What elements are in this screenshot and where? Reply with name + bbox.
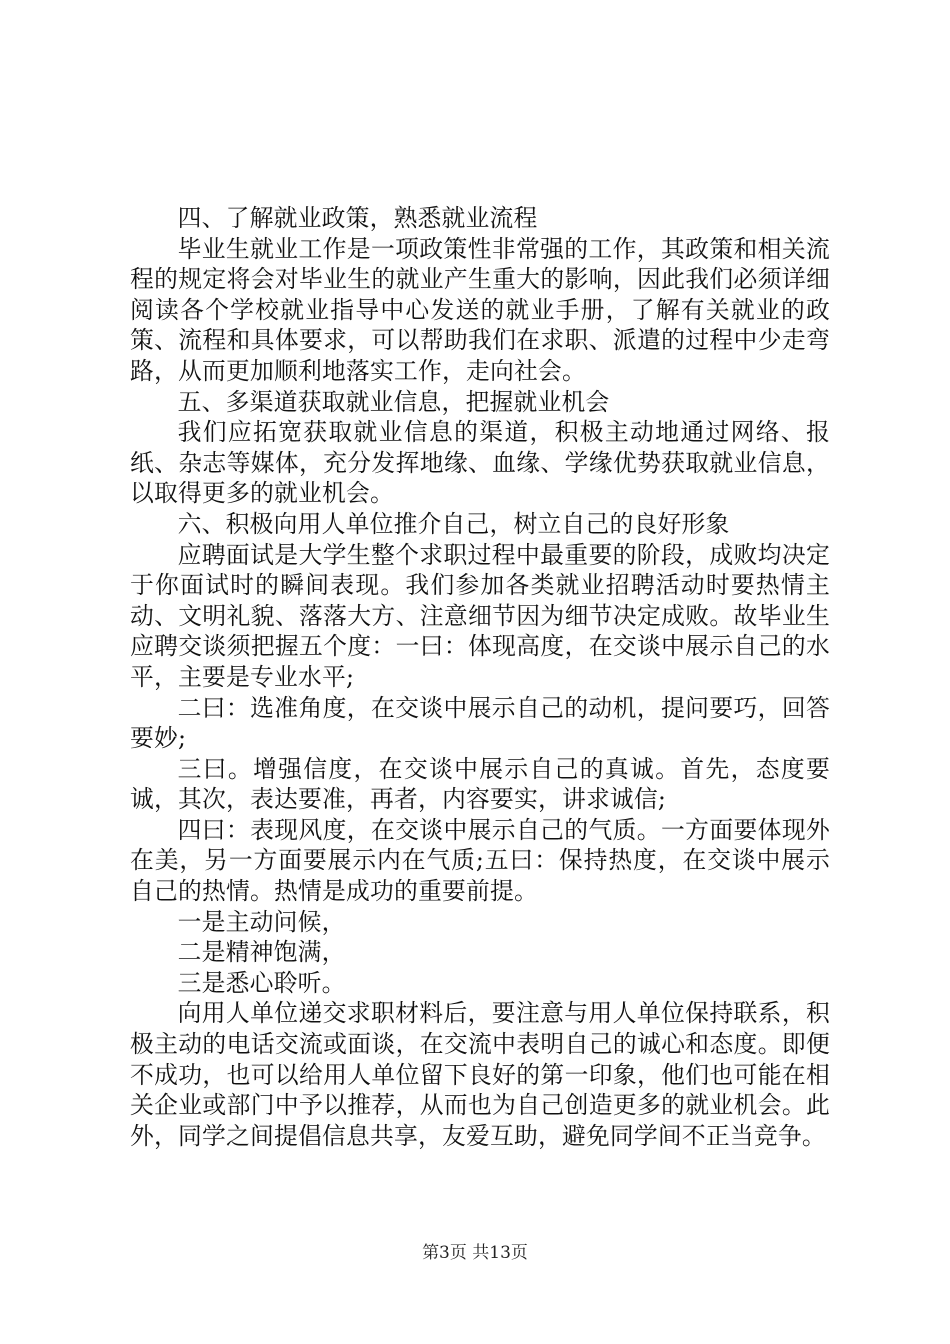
paragraph: 四曰：表现风度，在交谈中展示自己的气质。一方面要体现外在美，另一方面要展示内在气质;五曰：保持热度，在交谈中展示自己的热情。热情是成功的重要前提。 xyxy=(130,815,830,906)
list-item: 一是主动问候， xyxy=(177,907,346,936)
heading-section-4: 四、了解就业政策，熟悉就业流程 xyxy=(177,204,538,232)
paragraph: 应聘面试是大学生整个求职过程中最重要的阶段，成败均决定于你面试时的瞬间表现。我们参加各类就业招聘活动时要热情主动、文明礼貌、落落大方、注意细节因为细节决定成败。故毕业生应聘交谈须把握五个度：一曰：体现高度，在交谈中展示自己的水平，主要是专业水平; xyxy=(130,540,830,691)
paragraph: 三曰。增强信度，在交谈中展示自己的真诚。首先，态度要诚，其次，表达要准，再者，内容要实，讲求诚信; xyxy=(130,754,830,814)
heading-section-5: 五、多渠道获取就业信息，把握就业机会 xyxy=(177,387,610,416)
list-item: 二是精神饱满， xyxy=(177,938,346,967)
paragraph: 二曰：选准角度，在交谈中展示自己的动机，提问要巧，回答要妙; xyxy=(130,693,830,753)
heading-section-6: 六、积极向用人单位推介自己，树立自己的良好形象 xyxy=(177,509,730,538)
paragraph: 我们应拓宽获取就业信息的渠道，积极主动地通过网络、报纸、杂志等媒体，充分发挥地缘、血缘、学缘优势获取就业信息，以取得更多的就业机会。 xyxy=(130,418,830,508)
list-item: 三是悉心聆听。 xyxy=(177,968,346,997)
paragraph: 向用人单位递交求职材料后，要注意与用人单位保持联系，积极主动的电话交流或面谈，在交流中表明自己的诚心和态度。即便不成功，也可以给用人单位留下良好的第一印象，他们也可能在相关企业或部门中予以推荐，从而也为自己创造更多的就业机会。此外，同学之间提倡信息共享，友爱互助，避免同学间不正当竞争。 xyxy=(130,999,830,1150)
page-footer: 第3页 共13页 xyxy=(422,1243,528,1263)
document-body xyxy=(130,203,830,1151)
paragraph: 毕业生就业工作是一项政策性非常强的工作，其政策和相关流程的规定将会对毕业生的就业产生重大的影响，因此我们必须详细阅读各个学校就业指导中心发送的就业手册，了解有关就业的政策、流程和具体要求，可以帮助我们在求职、派遣的过程中少走弯路，从而更加顺利地落实工作，走向社会。 xyxy=(130,234,830,385)
